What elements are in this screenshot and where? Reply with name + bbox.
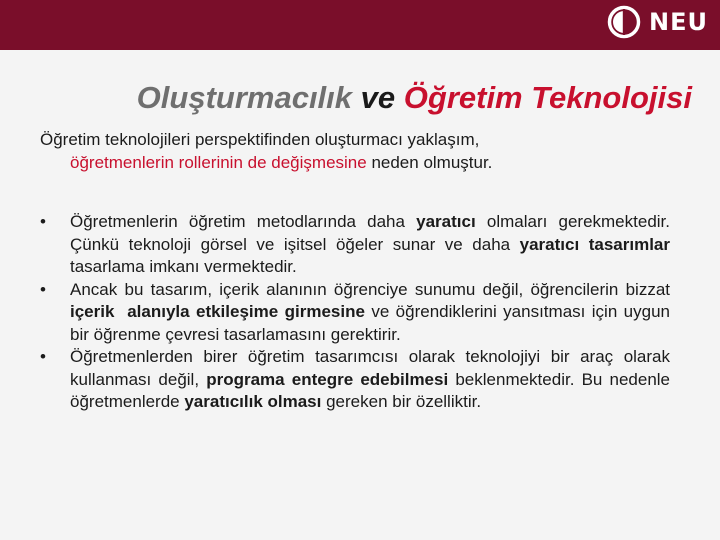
bullet-1-bold-2: yaratıcı tasarımlar bbox=[519, 234, 670, 254]
intro-highlight: öğretmenlerin rollerinin de değişmesine bbox=[70, 152, 367, 172]
bullet-item-3 bbox=[40, 346, 670, 414]
logo-text: NEU bbox=[649, 8, 708, 36]
bullet-item-2 bbox=[40, 279, 670, 347]
bullet-1-text-2: olmaları gerekmektedir. Çünkü teknoloji görsel ve işitsel öğeler sunar ve daha bbox=[70, 212, 670, 254]
bullet-1-text-3: tasarlama imkanı vermektedir. bbox=[70, 257, 297, 276]
bullet-3-text-3: gereken bir özelliktir. bbox=[321, 392, 482, 411]
bullet-1-bold-1: yaratıcı bbox=[416, 212, 476, 231]
bullet-2-text-2: ve öğrendiklerini yansıtması için uygun bir öğrenme çevresi tasarlamasını gerektirir. bbox=[70, 302, 670, 344]
intro-line-2 bbox=[40, 152, 670, 175]
intro-rest: neden olmuştur. bbox=[366, 152, 493, 172]
intro-line-1: Öğretim teknolojileri perspektifinden oluşturmacı yaklaşım, bbox=[40, 130, 480, 149]
bullet-3-text-2: beklenmektedir. Bu nedenle öğretmenlerde bbox=[70, 369, 671, 411]
title-part-1: Oluşturmacılık bbox=[136, 80, 353, 115]
university-logo bbox=[607, 5, 708, 39]
bullet-1-text-1: Öğretmenlerin öğretim metodlarında daha bbox=[70, 212, 417, 231]
bullet-3-bold-1: programa entegre edebilmesi bbox=[206, 369, 449, 389]
neu-logo-icon bbox=[607, 5, 641, 39]
title-part-3: Öğretim Teknolojisi bbox=[403, 80, 692, 115]
bullet-list bbox=[40, 211, 670, 414]
bullet-item-1 bbox=[40, 211, 670, 279]
bullet-3-bold-2: yaratıcılık olması bbox=[184, 392, 322, 411]
header-bar bbox=[0, 0, 720, 50]
slide-content bbox=[0, 50, 720, 540]
bullet-2-text-1: Ancak bu tasarım, içerik alanının öğrenciye sunumu değil, öğrencilerin bizzat bbox=[70, 279, 670, 299]
bullet-3-text-1: Öğretmenlerden birer öğretim tasarımcısı olarak teknolojiyi bir araç olarak kullanması değil, bbox=[70, 347, 670, 389]
title-part-2: ve bbox=[360, 80, 396, 115]
bullet-2-bold-1: içerik alanıyla etkileşime girmesine bbox=[70, 302, 365, 321]
slide-title bbox=[0, 80, 692, 116]
intro-paragraph bbox=[40, 129, 670, 174]
